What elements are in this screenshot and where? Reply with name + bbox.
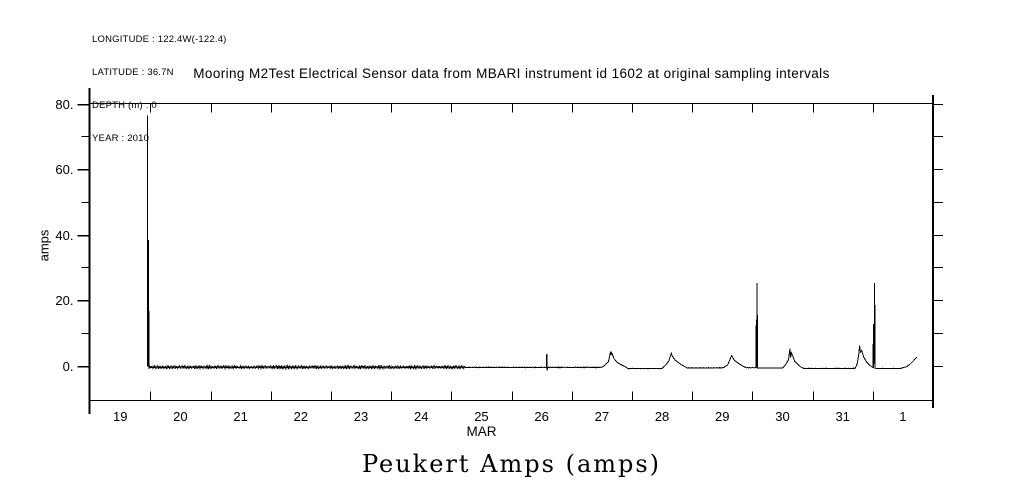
- data-series-line: [147, 116, 916, 371]
- x-tick-label: 1: [899, 409, 907, 424]
- y-axis-label: amps: [36, 229, 52, 262]
- x-tick-label: 20: [173, 409, 188, 424]
- chart-title: Mooring M2Test Electrical Sensor data from MBARI instrument id 1602 at original sampling intervals: [193, 66, 830, 81]
- x-tick-label: 26: [534, 409, 549, 424]
- y-tick-label: 60.: [55, 162, 74, 177]
- x-tick-label: 24: [414, 409, 429, 424]
- x-tick-label: 27: [594, 409, 610, 424]
- x-tick-label: 25: [474, 409, 489, 424]
- year-label: YEAR : 2010: [92, 133, 150, 144]
- figure-caption: Peukert Amps (amps): [361, 450, 662, 478]
- x-tick-label: 23: [353, 409, 369, 424]
- x-axis-month-label: MAR: [466, 424, 497, 439]
- x-tick-label: 28: [654, 409, 670, 424]
- x-tick-label: 19: [112, 409, 128, 424]
- x-tick-label: 29: [715, 409, 730, 424]
- y-tick-label: 20.: [55, 293, 74, 308]
- x-tick-label: 30: [775, 409, 790, 424]
- x-tick-label: 22: [293, 409, 309, 424]
- y-tick-label: 80.: [55, 97, 74, 112]
- longitude-label: LONGITUDE : 122.4W(-122.4): [92, 34, 227, 45]
- latitude-label: LATITUDE : 36.7N: [92, 67, 174, 78]
- x-tick-label: 31: [835, 409, 850, 424]
- depth-label: DEPTH (m) : 0: [92, 100, 157, 111]
- y-tick-label: 0.: [62, 359, 74, 374]
- y-tick-label: 40.: [55, 228, 74, 243]
- x-tick-label: 21: [233, 409, 248, 424]
